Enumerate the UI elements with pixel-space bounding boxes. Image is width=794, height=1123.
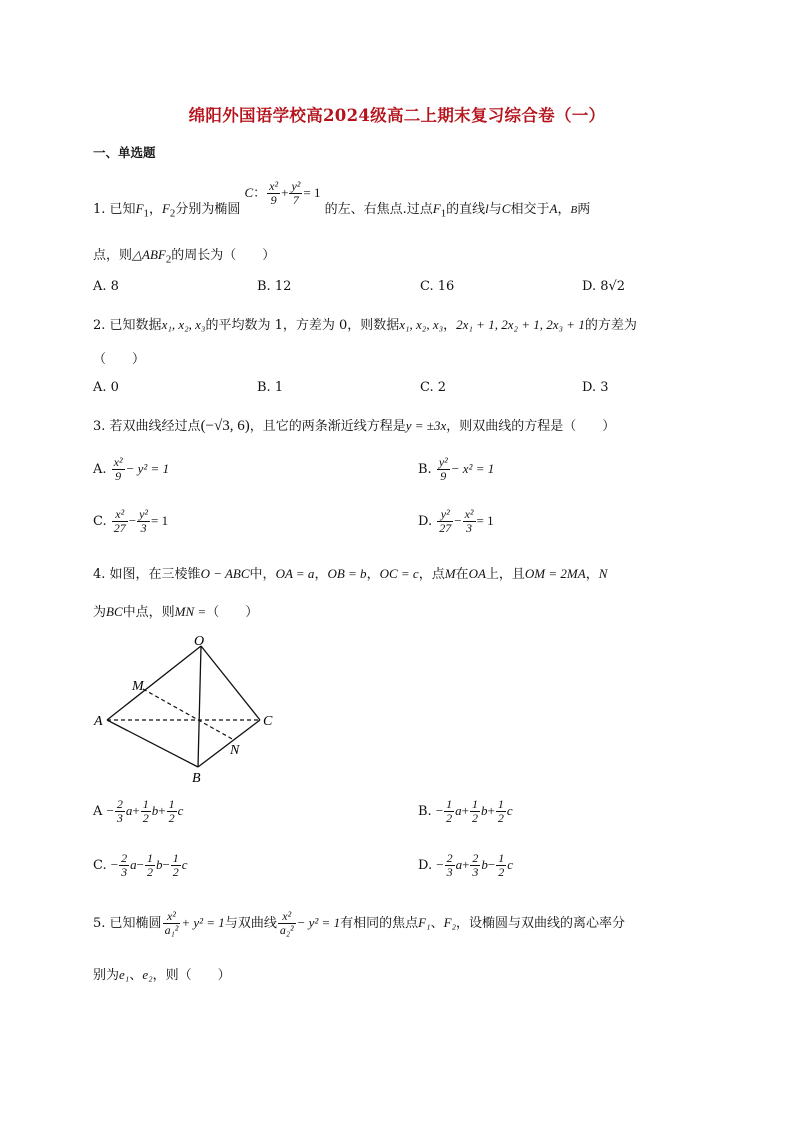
q2-option-c[interactable]: C. 2 [420,380,447,395]
section-heading: 一、单选题 [93,145,156,160]
tetrahedron-diagram [88,632,288,784]
label-c: C [263,714,273,729]
edge-ob [198,646,201,767]
q1-option-d[interactable]: D. 8√2 [582,279,626,294]
q4-option-c[interactable]: C. − $\frac{2}{3}$ a− $\frac{1}{2}$ b− $\frac{1}{2}$ c [93,851,188,879]
q1-line1: 1. 已知$F_1$，$F_2$分别为椭圆 C： $\frac{\text{x²}}{9}$ + $\frac{\text{y²}}{7}$ = 1 的左、右焦点.过点$F_1$的直线l与C相交于A，B两 [93,179,591,220]
label-b: B [192,771,201,784]
q2-option-b[interactable]: B. 1 [257,380,284,395]
edge-ab [107,720,198,767]
q2-line2: （ ） [93,352,146,367]
q4-option-d[interactable]: D. − $\frac{2}{3}$ a+ $\frac{2}{3}$ b− $\frac{1}{2}$ c [418,851,514,879]
q2-line1: 2. 已知数据x₁, x₂, x₃的平均数为 1，方差为 0，则数据x₁, x₂, x₃，2x₁ + 1, 2x₂ + 1, 2x₃ + 1的方差为 [93,317,637,333]
q4-line1: 4. 如图，在三棱锥O − ABC中，OA = a，OB = b，OC = c，点M在OA上，且OM = 2MA，N [93,566,608,582]
page-title: 绵阳外国语学校高2024级高二上期末复习综合卷（一） [188,106,606,125]
q1-option-c[interactable]: C. 16 [420,279,455,294]
q1-option-a[interactable]: A. 8 [93,279,119,294]
label-o: O [194,634,205,649]
q2-option-a[interactable]: A. 0 [93,380,119,395]
q3-option-c[interactable]: C. $\frac{\text{x²}}{27}$ − $\frac{\text{y²}}{3}$ = 1 [93,507,169,535]
q4-option-b[interactable]: B. − $\frac{1}{2}$ a+ $\frac{1}{2}$ b+ $\frac{1}{2}$ c [418,797,513,825]
q1-line2: 点，则$\triangle ABF_2$的周长为（ ） [93,247,276,266]
label-n: N [230,743,240,758]
q4-line2: 为BC中点，则MN =（ ） [93,604,259,620]
q4-option-a[interactable]: A − $\frac{2}{3}$ a+ $\frac{1}{2}$ b+ $\frac{1}{2}$ c [93,797,184,825]
label-m: M [132,679,144,694]
edge-oc [201,646,260,720]
q3-option-a[interactable]: A. $\frac{\text{x²}}{9}$ − y² = 1 [93,455,170,483]
edge-oa [107,646,201,720]
q1-option-b[interactable]: B. 12 [257,279,292,294]
q2-option-d[interactable]: D. 3 [582,380,609,395]
q5-line1: 5. 已知椭圆 $\frac{\text{x²}}{\text{a₁²}}$ + y² = 1与双曲线 $\frac{\text{x²}}{\text{a₂²}}$ − y² = 1有相同的焦点F₁、F₂，设椭圆与双曲线的离心率分 [93,909,626,937]
q3-option-d[interactable]: D. $\frac{\text{y²}}{27}$ − $\frac{\text{x²}}{3}$ = 1 [418,507,494,535]
segment-mn-dashed [143,689,234,740]
q3-option-b[interactable]: B. $\frac{\text{y²}}{9}$ − x² = 1 [418,455,495,483]
q5-line2: 别为e₁、e₂，则（ ） [93,967,231,983]
q3-line1: 3. 若双曲线经过点(−√3, 6)，且它的两条渐近线方程是y = ±3x，则双曲线的方程是（ ） [93,418,616,434]
label-a: A [94,714,103,729]
edge-bc [198,720,260,767]
